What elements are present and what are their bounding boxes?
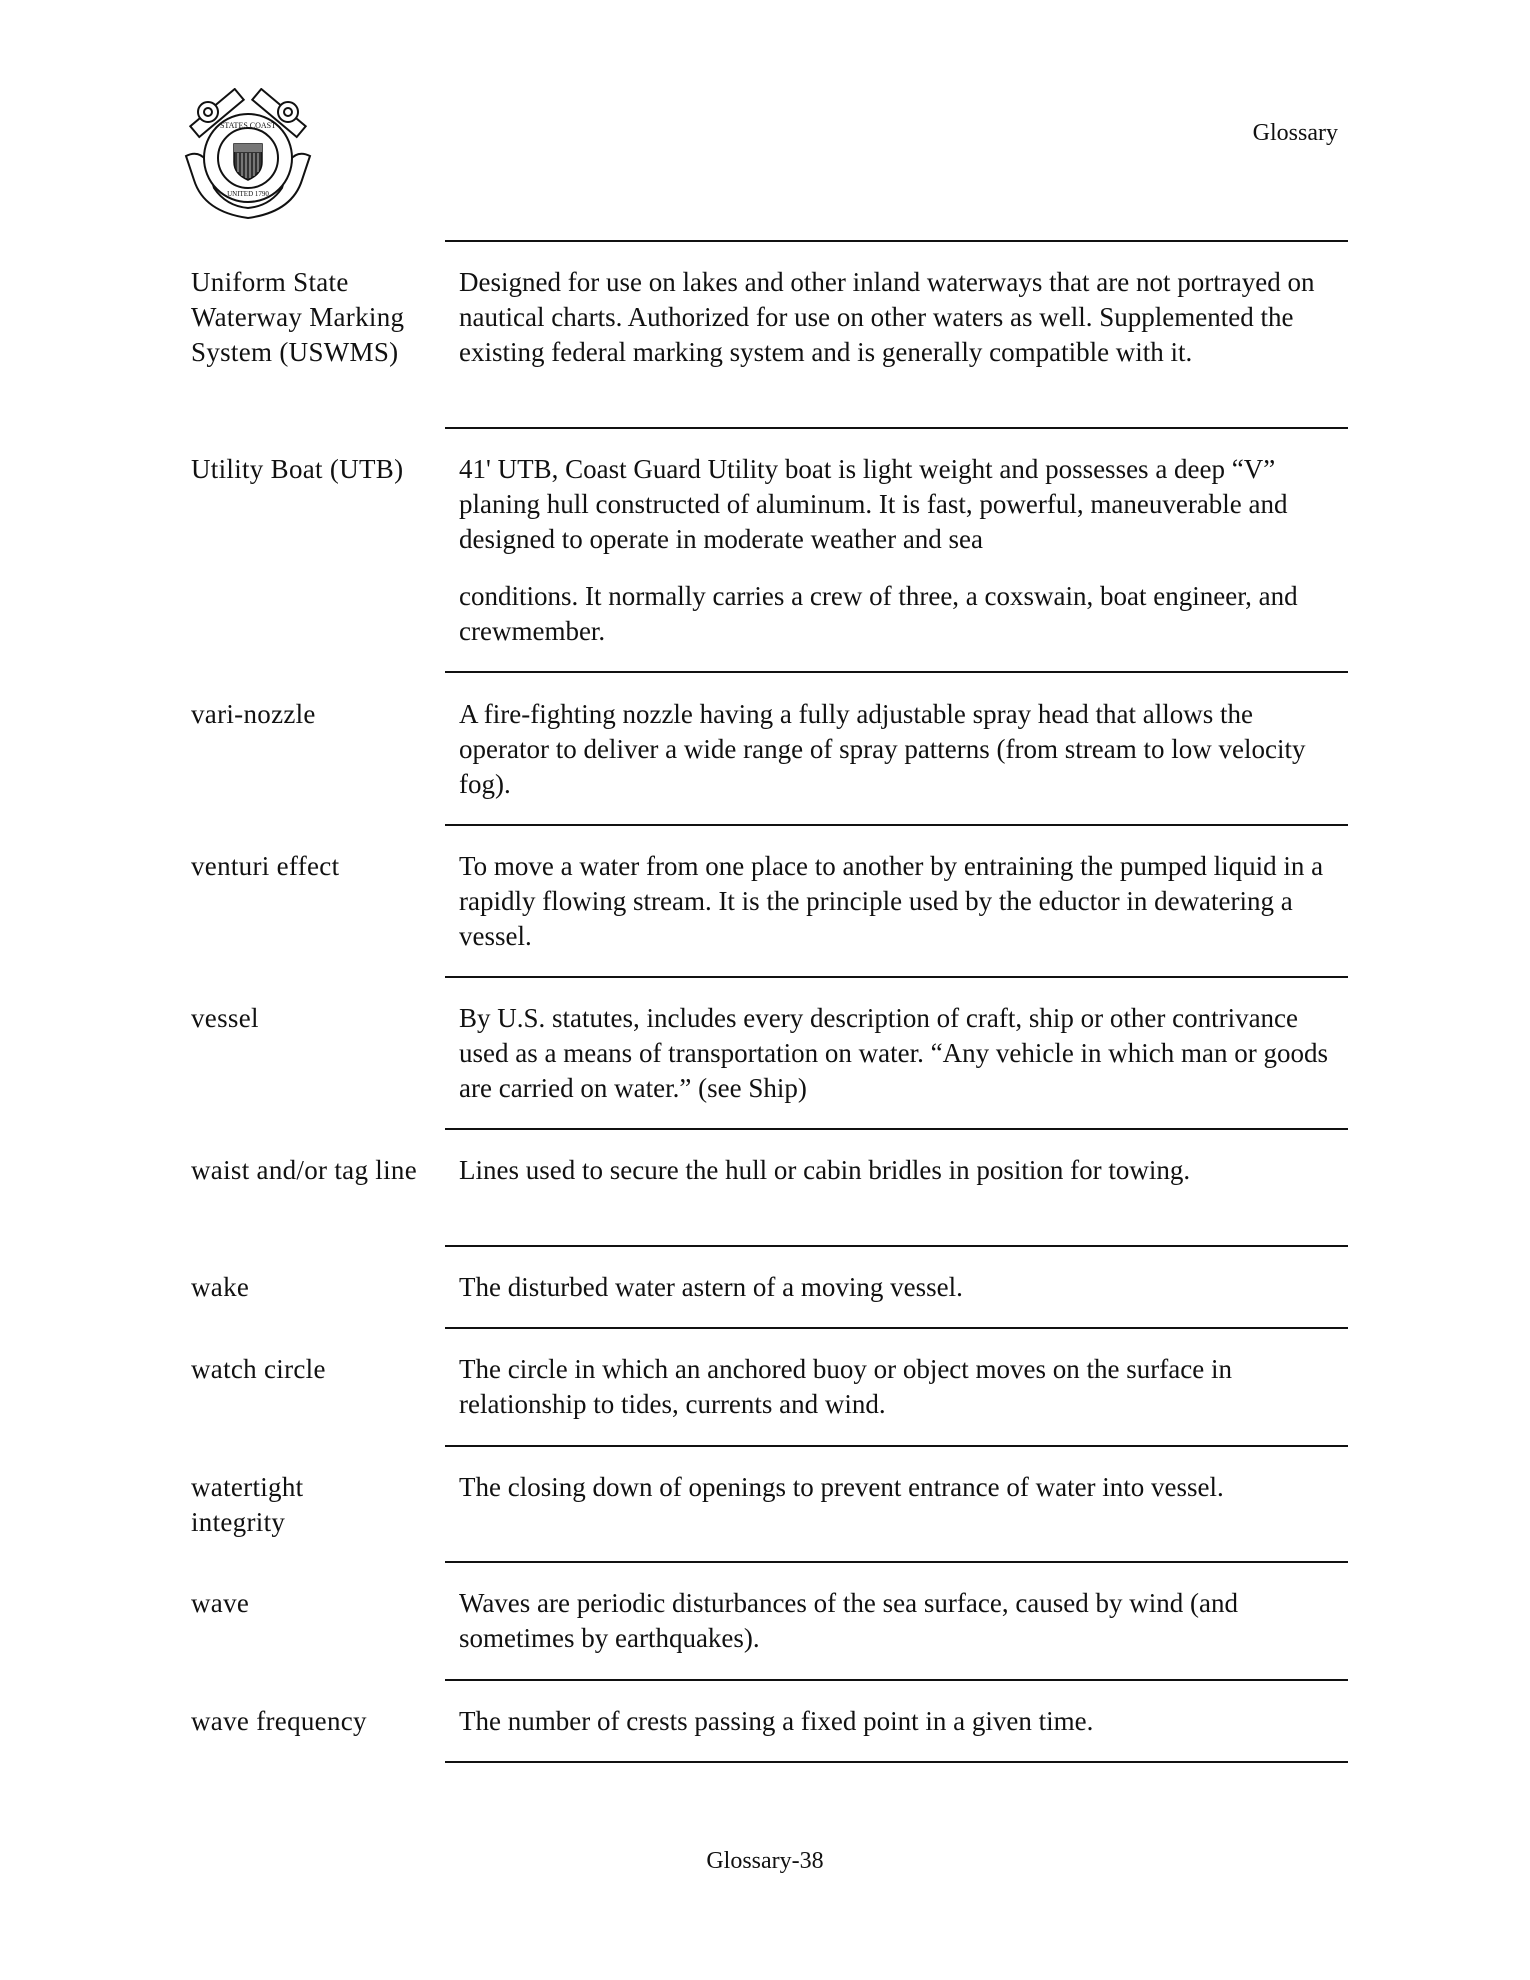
uscg-emblem-icon	[178, 88, 318, 222]
svg-text:UNITED 1790: UNITED 1790	[227, 190, 269, 198]
glossary-term: watch circle	[191, 1354, 326, 1384]
page-number: Glossary-38	[706, 1848, 824, 1874]
definition-text: The number of crests passing a fixed point in a given time.	[459, 1706, 1094, 1736]
definition-text: To move a water from one place to another by entraining the pumped liquid in a rapidly flowing stream. It is the principle used by the eductor in dewatering a vessel.	[459, 851, 1324, 951]
definition-text: A fire-fighting nozzle having a fully adjustable spray head that allows the operator to deliver a wide range of spray patterns (from stream to low velocity fog).	[459, 699, 1306, 799]
glossary-term: venturi effect	[191, 851, 340, 881]
glossary-term: waist and/or tag line	[191, 1155, 417, 1185]
glossary-term: vari-nozzle	[191, 699, 316, 729]
running-head: Glossary	[1252, 120, 1338, 146]
glossary-definition	[459, 1704, 1349, 1739]
glossary-definition	[459, 1586, 1349, 1656]
glossary-definition	[459, 1153, 1349, 1188]
divider	[445, 240, 1348, 242]
definition-text: 41' UTB, Coast Guard Utility boat is light weight and possesses a deep “V” planing hull constructed of aluminum. It is fast, powerful, maneuverable and designed to operate in moderate weather and sea	[459, 454, 1288, 554]
divider	[445, 1128, 1348, 1130]
glossary-term: vessel	[191, 1003, 259, 1033]
divider	[445, 1445, 1348, 1447]
definition-text: By U.S. statutes, includes every description of craft, ship or other contrivance used as a means of transportation on water. “Any vehicle in which man or goods are carried on water.” (see Ship)	[459, 1003, 1329, 1103]
glossary-definition	[459, 1470, 1349, 1505]
divider	[445, 427, 1348, 429]
svg-text:STATES COAST: STATES COAST	[219, 121, 277, 130]
definition-text: The circle in which an anchored buoy or object moves on the surface in relationship to tides, currents and wind.	[459, 1354, 1232, 1419]
definition-text: The closing down of openings to prevent entrance of water into vessel.	[459, 1472, 1224, 1502]
definition-text: Lines used to secure the hull or cabin bridles in position for towing.	[459, 1155, 1191, 1185]
glossary-term: wave frequency	[191, 1706, 367, 1736]
divider	[445, 1761, 1348, 1763]
glossary-definition	[459, 697, 1349, 802]
glossary-term: Uniform State Waterway Marking System (USWMS)	[191, 267, 405, 367]
glossary-definition	[459, 849, 1349, 954]
divider	[445, 1245, 1348, 1247]
definition-text: conditions. It normally carries a crew of three, a coxswain, boat engineer, and crewmember.	[459, 581, 1298, 646]
divider	[445, 1561, 1348, 1563]
glossary-term: wake	[191, 1272, 250, 1302]
divider	[445, 671, 1348, 673]
glossary-term: Utility Boat (UTB)	[191, 454, 404, 484]
definition-text: The disturbed water astern of a moving vessel.	[459, 1272, 963, 1302]
divider	[445, 1679, 1348, 1681]
glossary-definition	[459, 1270, 1349, 1305]
divider	[445, 824, 1348, 826]
glossary-definition	[459, 265, 1349, 370]
divider	[445, 1327, 1348, 1329]
glossary-definition	[459, 1001, 1349, 1106]
definition-text: Designed for use on lakes and other inland waterways that are not portrayed on nautical charts. Authorized for use on other waters as well. Supplemented the existing federal marking system and is generally compatible with it.	[459, 267, 1315, 367]
glossary-definition	[459, 452, 1349, 649]
glossary-term: wave	[191, 1588, 250, 1618]
glossary-definition	[459, 1352, 1349, 1422]
divider	[445, 976, 1348, 978]
glossary-term: watertight integrity	[191, 1472, 304, 1537]
definition-text: Waves are periodic disturbances of the sea surface, caused by wind (and sometimes by earthquakes).	[459, 1588, 1239, 1653]
